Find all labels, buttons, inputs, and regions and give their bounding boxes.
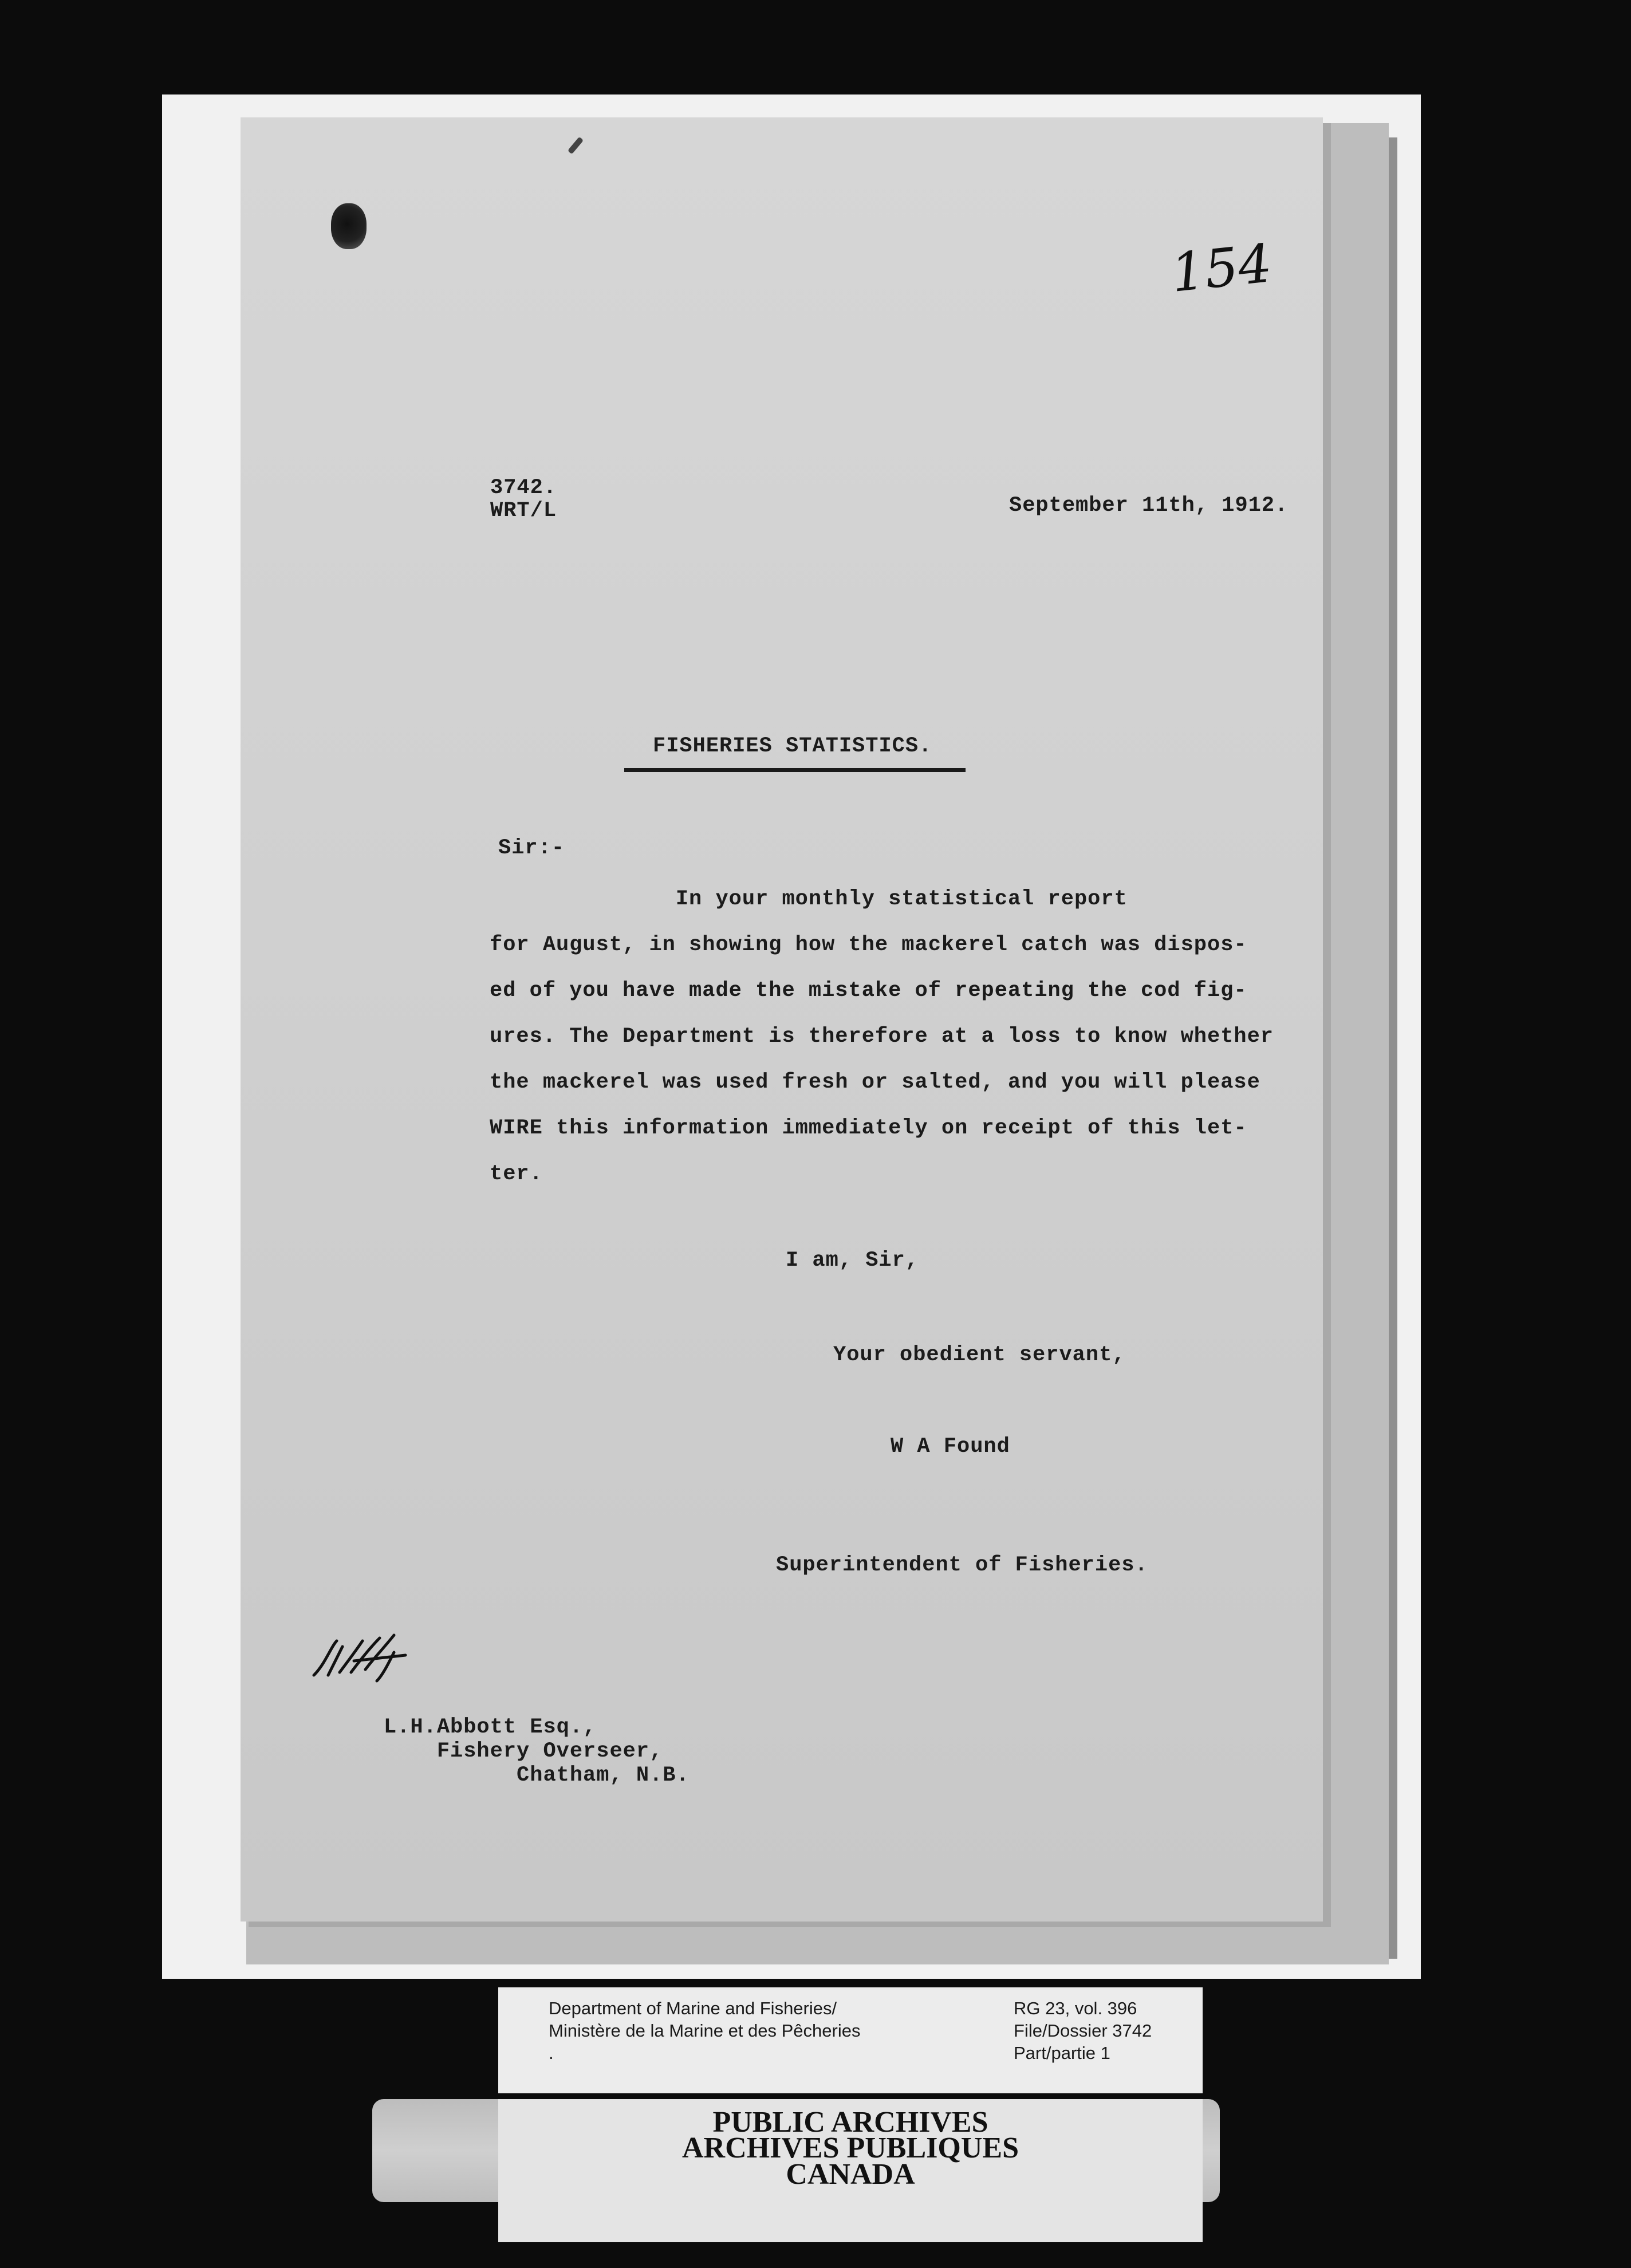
file-reference xyxy=(490,477,557,522)
subject-underline xyxy=(624,768,966,772)
banner-line-en: PUBLIC ARCHIVES xyxy=(712,2106,988,2139)
banner-line-fr: ARCHIVES PUBLIQUES xyxy=(681,2132,1019,2164)
archive-reference xyxy=(1014,1997,1152,2064)
addressee-position: Fishery Overseer, xyxy=(384,1739,663,1763)
addressee-block xyxy=(384,1715,690,1787)
handwritten-initials xyxy=(308,1629,423,1687)
body-line: WIRE this information immediately on receipt of this let- xyxy=(490,1116,1247,1140)
closing-servant: Your obedient servant, xyxy=(833,1343,1126,1367)
letter-subject: FISHERIES STATISTICS. xyxy=(653,734,932,758)
salutation: Sir:- xyxy=(498,836,565,860)
part-partie: Part/partie 1 xyxy=(1014,2043,1110,2063)
department-fr: Ministère de la Marine et des Pêcheries xyxy=(549,2021,861,2041)
body-line: In your monthly statistical report xyxy=(490,887,1128,911)
file-dossier: File/Dossier 3742 xyxy=(1014,2021,1152,2041)
addressee-location: Chatham, N.B. xyxy=(384,1763,690,1787)
punch-hole xyxy=(331,203,367,249)
letter-body xyxy=(490,876,1303,1197)
body-line: the mackerel was used fresh or salted, and you will please xyxy=(490,1070,1260,1094)
signer-title: Superintendent of Fisheries. xyxy=(776,1553,1148,1577)
body-line: ter. xyxy=(490,1162,543,1186)
closing-phrase: I am, Sir, xyxy=(786,1249,919,1273)
folio-number: 154 xyxy=(1168,233,1275,304)
department-mark: . xyxy=(549,2043,554,2063)
record-group: RG 23, vol. 396 xyxy=(1014,1998,1137,2018)
body-line: ures. The Department is therefore at a loss to know whether xyxy=(490,1025,1274,1049)
addressee-name: L.H.Abbott Esq., xyxy=(384,1715,597,1739)
body-line: ed of you have made the mistake of repeating the cod fig- xyxy=(490,979,1247,1003)
file-number: 3742. xyxy=(490,476,557,500)
body-line: for August, in showing how the mackerel catch was dispos- xyxy=(490,933,1247,957)
initials-ref: WRT/L xyxy=(490,499,557,523)
signer-name: W A Found xyxy=(891,1435,1010,1459)
department-en: Department of Marine and Fisheries/ xyxy=(549,1998,837,2018)
archive-department xyxy=(549,1997,860,2064)
letter-date: September 11th, 1912. xyxy=(1009,494,1289,518)
banner-line-country: CANADA xyxy=(786,2158,915,2191)
